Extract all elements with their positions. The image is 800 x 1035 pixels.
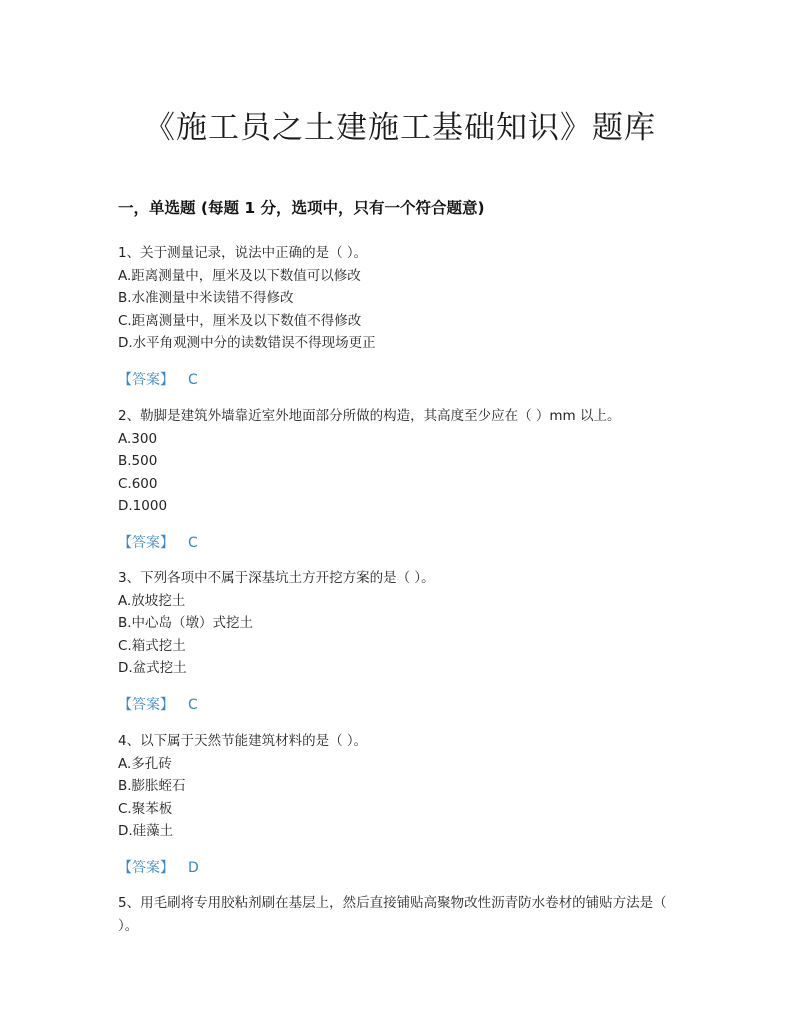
question-2 — [118, 405, 682, 518]
answer-4 — [118, 857, 199, 879]
option-c: C.600 — [118, 475, 158, 492]
answer-label: 【答案】 — [118, 535, 174, 551]
answer-1 — [118, 369, 198, 391]
question-stem: 1、关于测量记录，说法中正确的是（ ）。 — [118, 245, 368, 261]
question-3 — [118, 567, 682, 680]
question-5 — [118, 892, 682, 937]
answer-label: 【答案】 — [118, 372, 174, 388]
question-stem: 5、用毛刷将专用胶粘剂刷在基层上，然后直接铺贴高聚物改性沥青防水卷材的铺贴方法是（ ）。 — [118, 895, 667, 934]
option-b: B.水准测量中米读错不得修改 — [118, 290, 294, 306]
option-d: D.硅藻土 — [118, 823, 174, 839]
option-a: A.放坡挖土 — [118, 592, 186, 609]
answer-value: C — [188, 535, 198, 551]
answer-3 — [118, 694, 198, 716]
option-d: D.盆式挖土 — [118, 660, 187, 676]
answer-label: 【答案】 — [118, 860, 174, 876]
answer-2 — [118, 532, 198, 554]
question-stem: 3、下列各项中不属于深基坑土方开挖方案的是（ ）。 — [118, 570, 435, 586]
section-heading: 一，单选题 (每题 1 分，选项中，只有一个符合题意) — [118, 199, 485, 217]
question-4 — [118, 730, 682, 843]
option-c: C.距离测量中，厘米及以下数值不得修改 — [118, 312, 362, 329]
answer-value: C — [188, 697, 198, 713]
option-d: D.1000 — [118, 498, 168, 514]
question-stem: 4、以下属于天然节能建筑材料的是（ ）。 — [118, 733, 368, 749]
option-b: B.膨胀蛭石 — [118, 778, 186, 794]
answer-value: C — [188, 372, 198, 388]
option-b: B.中心岛（墩）式挖土 — [118, 615, 254, 631]
option-c: C.聚苯板 — [118, 800, 173, 817]
answer-label: 【答案】 — [118, 697, 174, 713]
question-stem: 2、勒脚是建筑外墙靠近室外地面部分所做的构造，其高度至少应在（ ）mm 以上。 — [118, 408, 621, 424]
document-title: 《施工员之土建施工基础知识》题库 — [144, 110, 656, 146]
option-b: B.500 — [118, 453, 158, 469]
question-1 — [118, 242, 682, 355]
option-a: A.300 — [118, 430, 158, 447]
answer-value: D — [188, 860, 199, 876]
option-a: A.多孔砖 — [118, 755, 172, 772]
option-a: A.距离测量中，厘米及以下数值可以修改 — [118, 267, 361, 284]
option-c: C.箱式挖土 — [118, 637, 186, 654]
option-d: D.水平角观测中分的读数错误不得现场更正 — [118, 335, 376, 351]
